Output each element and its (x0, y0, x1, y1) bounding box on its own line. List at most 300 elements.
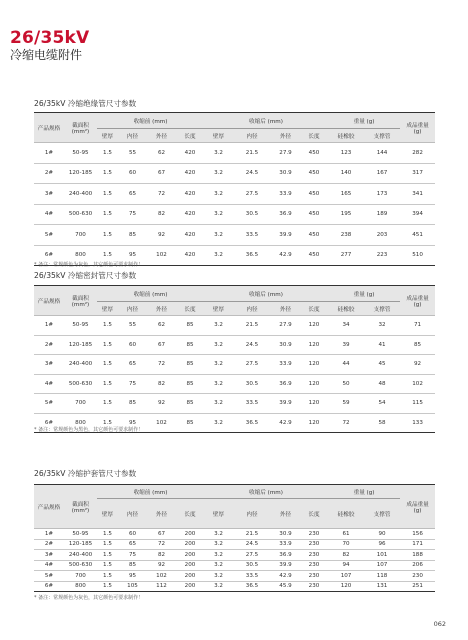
table-cell: 67 (147, 335, 176, 355)
table-cell: 3.2 (204, 225, 233, 246)
header-total-weight (400, 485, 435, 529)
header-support: 支撑管 (364, 499, 400, 529)
table-cell: 1.5 (97, 550, 118, 561)
table-cell: 1.5 (97, 225, 118, 246)
table-cell: 62 (147, 316, 176, 336)
table-cell: 21.5 (233, 143, 271, 164)
header-outer-after: 外径 (271, 499, 300, 529)
header-area-label: 截面积 (72, 295, 89, 302)
table-cell: 75 (118, 550, 147, 561)
table-cell: 3.2 (204, 539, 233, 550)
table-cell: 1.5 (97, 143, 118, 164)
table-cell: 230 (300, 529, 328, 540)
table-cell: 451 (400, 225, 435, 246)
table-row (34, 571, 435, 582)
table-cell: 420 (176, 184, 204, 205)
header-spec: 产品规格 (34, 485, 64, 529)
table-cell: 102 (400, 374, 435, 394)
header-area-label: 截面积 (72, 122, 89, 129)
table-cell: 75 (118, 374, 147, 394)
table-cell: 4# (34, 560, 64, 571)
table-cell: 58 (364, 413, 400, 433)
table-cell: 50-95 (64, 143, 97, 164)
table-cell: 282 (400, 143, 435, 164)
table-cell: 67 (147, 163, 176, 184)
table-cell: 1.5 (97, 335, 118, 355)
table-cell: 206 (400, 560, 435, 571)
table-cell: 32 (364, 316, 400, 336)
table-cell: 41 (364, 335, 400, 355)
table-cell: 54 (364, 394, 400, 414)
table-cell: 30.9 (271, 335, 300, 355)
header-length-before: 长度 (176, 302, 204, 316)
table-cell: 50 (328, 374, 364, 394)
table-cell: 240-400 (64, 550, 97, 561)
header-weight-group: 重量 (g) (328, 485, 400, 499)
table-cell: 94 (328, 560, 364, 571)
header-area (64, 485, 97, 529)
table-cell: 230 (300, 539, 328, 550)
table-cell: 45.9 (271, 581, 300, 592)
header-inner-after: 内径 (233, 129, 271, 143)
table-cell: 36.5 (233, 245, 271, 266)
table-cell: 800 (64, 245, 97, 266)
table-cell: 700 (64, 394, 97, 414)
table-cell: 65 (118, 184, 147, 205)
table-cell: 200 (176, 539, 204, 550)
header-inner-before: 内径 (118, 499, 147, 529)
spec-table (34, 484, 435, 592)
header-length-after: 长度 (300, 302, 328, 316)
table-cell: 118 (364, 571, 400, 582)
table-cell: 1.5 (97, 184, 118, 205)
table-cell: 85 (176, 413, 204, 433)
table-row (34, 355, 435, 375)
table-cell: 171 (400, 539, 435, 550)
table-cell: 30.5 (233, 560, 271, 571)
header-before-group: 收缩前 (mm) (97, 485, 204, 499)
table-cell: 5# (34, 394, 64, 414)
table-cell: 140 (328, 163, 364, 184)
table-cell: 3.2 (204, 394, 233, 414)
header-length-before: 长度 (176, 499, 204, 529)
table-cell: 50-95 (64, 316, 97, 336)
header-total-label: 成品重量 (406, 295, 429, 302)
table-cell: 72 (147, 355, 176, 375)
section-title: 26/35kV 冷缩密封管尺寸参数 (34, 271, 137, 280)
table-cell: 240-400 (64, 184, 97, 205)
table-cell: 27.5 (233, 355, 271, 375)
table-cell: 450 (300, 143, 328, 164)
header-before-group: 收缩前 (mm) (97, 113, 204, 129)
table-cell: 420 (176, 163, 204, 184)
table-cell: 3# (34, 355, 64, 375)
table-cell: 317 (400, 163, 435, 184)
table-cell: 1.5 (97, 539, 118, 550)
table-cell: 5# (34, 571, 64, 582)
table-cell: 39.9 (271, 394, 300, 414)
table-cell: 90 (364, 529, 400, 540)
table-cell: 2# (34, 539, 64, 550)
table-cell: 450 (300, 184, 328, 205)
table-cell: 195 (328, 204, 364, 225)
table-cell: 6# (34, 581, 64, 592)
table-cell: 27.9 (271, 316, 300, 336)
table-row (34, 204, 435, 225)
section-title: 26/35kV 冷缩绝缘管尺寸参数 (34, 99, 137, 108)
table-cell: 3.2 (204, 335, 233, 355)
table-cell: 85 (400, 335, 435, 355)
header-outer-after: 外径 (271, 129, 300, 143)
table-cell: 3.2 (204, 163, 233, 184)
table-cell: 230 (300, 581, 328, 592)
table-cell: 1.5 (97, 394, 118, 414)
section-title: 26/35kV 冷缩护套管尺寸参数 (34, 469, 137, 478)
table-cell: 27.5 (233, 184, 271, 205)
table-cell: 277 (328, 245, 364, 266)
table-cell: 1.5 (97, 529, 118, 540)
table-cell: 33.9 (271, 184, 300, 205)
table-cell: 3.2 (204, 581, 233, 592)
table-cell: 200 (176, 571, 204, 582)
table-cell: 203 (364, 225, 400, 246)
table-cell: 50-95 (64, 529, 97, 540)
header-wall-after: 壁厚 (204, 302, 233, 316)
table-cell: 3.2 (204, 413, 233, 433)
table-cell: 1.5 (97, 204, 118, 225)
table-cell: 120-185 (64, 335, 97, 355)
table-cell: 39.9 (271, 560, 300, 571)
table-cell: 420 (176, 204, 204, 225)
table-cell: 450 (300, 204, 328, 225)
table-cell: 27.5 (233, 550, 271, 561)
table-cell: 238 (328, 225, 364, 246)
table-cell: 30.5 (233, 204, 271, 225)
table-cell: 420 (176, 143, 204, 164)
table-cell: 3.2 (204, 184, 233, 205)
table-cell: 200 (176, 560, 204, 571)
table-cell: 45 (364, 355, 400, 375)
table-cell: 156 (400, 529, 435, 540)
header-after-group: 收缩后 (mm) (204, 485, 328, 499)
table-cell: 34 (328, 316, 364, 336)
header-inner-after: 内径 (233, 302, 271, 316)
table-cell: 3.2 (204, 560, 233, 571)
table-cell: 92 (400, 355, 435, 375)
table-cell: 85 (176, 335, 204, 355)
table-cell: 1.5 (97, 581, 118, 592)
header-length-after: 长度 (300, 499, 328, 529)
table-cell: 65 (118, 539, 147, 550)
table-cell: 36.9 (271, 550, 300, 561)
table-cell: 167 (364, 163, 400, 184)
header-after-group: 收缩后 (mm) (204, 286, 328, 302)
table-cell: 120 (300, 316, 328, 336)
table-row (34, 529, 435, 540)
table-cell: 102 (147, 245, 176, 266)
table-cell: 82 (147, 374, 176, 394)
table-cell: 3.2 (204, 204, 233, 225)
table-row (34, 316, 435, 336)
section-note: * 备注：常规颜色为黑色，其它颜色可要求制作！ (34, 427, 144, 433)
table-cell: 165 (328, 184, 364, 205)
table-cell: 120 (300, 355, 328, 375)
table-cell: 102 (147, 413, 176, 433)
header-outer-after: 外径 (271, 302, 300, 316)
table-cell: 82 (147, 550, 176, 561)
table-row (34, 374, 435, 394)
table-cell: 107 (364, 560, 400, 571)
table-cell: 3.2 (204, 529, 233, 540)
header-length-after: 长度 (300, 129, 328, 143)
table-cell: 21.5 (233, 316, 271, 336)
header-outer-before: 外径 (147, 302, 176, 316)
table-row (34, 335, 435, 355)
header-inner-after: 内径 (233, 499, 271, 529)
table-cell: 6# (34, 245, 64, 266)
table-cell: 133 (400, 413, 435, 433)
header-total-weight (400, 286, 435, 316)
header-wall-before: 壁厚 (97, 129, 118, 143)
table-cell: 230 (300, 560, 328, 571)
table-cell: 44 (328, 355, 364, 375)
table-cell: 36.5 (233, 581, 271, 592)
table-row (34, 560, 435, 571)
header-total-unit: (g) (413, 301, 422, 308)
table-cell: 30.5 (233, 374, 271, 394)
table-cell: 21.5 (233, 529, 271, 540)
table-row (34, 225, 435, 246)
header-wall-before: 壁厚 (97, 499, 118, 529)
table-cell: 1.5 (97, 413, 118, 433)
header-length-before: 长度 (176, 129, 204, 143)
table-cell: 120 (300, 394, 328, 414)
table-row (34, 143, 435, 164)
table-cell: 112 (147, 581, 176, 592)
table-cell: 230 (300, 571, 328, 582)
header-before-group: 收缩前 (mm) (97, 286, 204, 302)
table-cell: 42.9 (271, 245, 300, 266)
table-cell: 48 (364, 374, 400, 394)
table-cell: 39 (328, 335, 364, 355)
table-cell: 107 (328, 571, 364, 582)
table-cell: 72 (147, 539, 176, 550)
header-area-label: 截面积 (72, 501, 89, 508)
page-subtitle: 冷缩电缆附件 (10, 48, 83, 62)
table-cell: 120 (300, 413, 328, 433)
section-note: * 备注：常规颜色为灰色，其它颜色可要求制作！ (34, 595, 144, 601)
table-cell: 36.5 (233, 413, 271, 433)
table-cell: 3# (34, 550, 64, 561)
table-cell: 450 (300, 245, 328, 266)
table-row (34, 550, 435, 561)
table-cell: 85 (118, 394, 147, 414)
table-cell: 1.5 (97, 316, 118, 336)
table-cell: 71 (400, 316, 435, 336)
table-cell: 95 (118, 571, 147, 582)
table-cell: 173 (364, 184, 400, 205)
table-cell: 1.5 (97, 571, 118, 582)
table-cell: 3.2 (204, 374, 233, 394)
table-cell: 500-630 (64, 560, 97, 571)
header-area-unit: (mm²) (71, 507, 90, 514)
table-cell: 120-185 (64, 163, 97, 184)
table-cell: 6# (34, 413, 64, 433)
table-cell: 4# (34, 374, 64, 394)
header-rubber: 硅橡胶 (328, 129, 364, 143)
table-cell: 36.9 (271, 374, 300, 394)
table-cell: 120-185 (64, 539, 97, 550)
table-cell: 2# (34, 163, 64, 184)
header-area-unit: (mm²) (71, 128, 90, 135)
table-cell: 4# (34, 204, 64, 225)
header-total-unit: (g) (413, 128, 422, 135)
table-cell: 144 (364, 143, 400, 164)
table-cell: 120 (328, 581, 364, 592)
table-cell: 24.5 (233, 539, 271, 550)
table-cell: 85 (176, 374, 204, 394)
table-cell: 700 (64, 571, 97, 582)
table-row (34, 394, 435, 414)
table-cell: 123 (328, 143, 364, 164)
table-cell: 3.2 (204, 550, 233, 561)
table-cell: 240-400 (64, 355, 97, 375)
table-cell: 189 (364, 204, 400, 225)
table-cell: 251 (400, 581, 435, 592)
table-cell: 3.2 (204, 143, 233, 164)
table-cell: 3.2 (204, 571, 233, 582)
header-area (64, 286, 97, 316)
table-cell: 61 (328, 529, 364, 540)
table-cell: 82 (147, 204, 176, 225)
section-note: * 备注：常规颜色为灰色，其它颜色可要求制作！ (34, 262, 144, 268)
header-total-weight (400, 113, 435, 143)
table-cell: 82 (328, 550, 364, 561)
table-cell: 1# (34, 316, 64, 336)
table-cell: 59 (328, 394, 364, 414)
table-cell: 92 (147, 560, 176, 571)
table-cell: 62 (147, 143, 176, 164)
table-cell: 1.5 (97, 163, 118, 184)
table-cell: 230 (400, 571, 435, 582)
table-cell: 101 (364, 550, 400, 561)
table-row (34, 163, 435, 184)
table-cell: 230 (300, 550, 328, 561)
table-cell: 27.9 (271, 143, 300, 164)
table-cell: 30.9 (271, 163, 300, 184)
table-cell: 33.9 (271, 355, 300, 375)
table-cell: 1.5 (97, 355, 118, 375)
table-cell: 800 (64, 413, 97, 433)
table-cell: 42.9 (271, 413, 300, 433)
table-cell: 5# (34, 225, 64, 246)
header-wall-after: 壁厚 (204, 499, 233, 529)
table-cell: 85 (176, 394, 204, 414)
table-cell: 95 (118, 245, 147, 266)
table-cell: 3.2 (204, 245, 233, 266)
table-cell: 36.9 (271, 204, 300, 225)
table-cell: 700 (64, 225, 97, 246)
page-title: 26/35kV (10, 28, 90, 48)
header-support: 支撑管 (364, 302, 400, 316)
table-row (34, 539, 435, 550)
header-support: 支撑管 (364, 129, 400, 143)
table-cell: 33.9 (271, 539, 300, 550)
table-cell: 39.9 (271, 225, 300, 246)
table-cell: 500-630 (64, 374, 97, 394)
header-total-label: 成品重量 (406, 501, 429, 508)
table-cell: 75 (118, 204, 147, 225)
header-outer-before: 外径 (147, 499, 176, 529)
table-cell: 70 (328, 539, 364, 550)
table-cell: 200 (176, 550, 204, 561)
table-cell: 200 (176, 581, 204, 592)
header-spec: 产品规格 (34, 113, 64, 143)
table-row (34, 581, 435, 592)
table-cell: 200 (176, 529, 204, 540)
header-inner-before: 内径 (118, 302, 147, 316)
table-cell: 102 (147, 571, 176, 582)
table-cell: 510 (400, 245, 435, 266)
header-after-group: 收缩后 (mm) (204, 113, 328, 129)
table-cell: 67 (147, 529, 176, 540)
header-wall-after: 壁厚 (204, 129, 233, 143)
table-cell: 120 (300, 374, 328, 394)
table-cell: 2# (34, 335, 64, 355)
table-cell: 85 (118, 225, 147, 246)
header-weight-group: 重量 (g) (328, 286, 400, 302)
table-cell: 42.9 (271, 571, 300, 582)
table-cell: 72 (328, 413, 364, 433)
table-cell: 450 (300, 225, 328, 246)
table-cell: 115 (400, 394, 435, 414)
table-cell: 30.9 (271, 529, 300, 540)
table-cell: 55 (118, 143, 147, 164)
table-cell: 450 (300, 163, 328, 184)
table-cell: 33.5 (233, 571, 271, 582)
table-cell: 1.5 (97, 560, 118, 571)
table-cell: 120 (300, 335, 328, 355)
table-cell: 72 (147, 184, 176, 205)
table-cell: 420 (176, 225, 204, 246)
header-area (64, 113, 97, 143)
table-cell: 1# (34, 529, 64, 540)
table-cell: 131 (364, 581, 400, 592)
table-cell: 60 (118, 335, 147, 355)
table-cell: 1.5 (97, 374, 118, 394)
table-cell: 341 (400, 184, 435, 205)
table-cell: 3# (34, 184, 64, 205)
table-cell: 92 (147, 394, 176, 414)
table-cell: 3.2 (204, 316, 233, 336)
table-cell: 188 (400, 550, 435, 561)
header-outer-before: 外径 (147, 129, 176, 143)
table-cell: 92 (147, 225, 176, 246)
header-rubber: 硅橡胶 (328, 302, 364, 316)
page-number: 062 (433, 620, 446, 628)
spec-table (34, 112, 435, 266)
header-spec: 产品规格 (34, 286, 64, 316)
header-wall-before: 壁厚 (97, 302, 118, 316)
header-rubber: 硅橡胶 (328, 499, 364, 529)
table-cell: 500-630 (64, 204, 97, 225)
table-cell: 85 (176, 316, 204, 336)
table-cell: 85 (176, 355, 204, 375)
header-total-label: 成品重量 (406, 122, 429, 129)
table-row (34, 184, 435, 205)
table-cell: 800 (64, 581, 97, 592)
table-cell: 55 (118, 316, 147, 336)
